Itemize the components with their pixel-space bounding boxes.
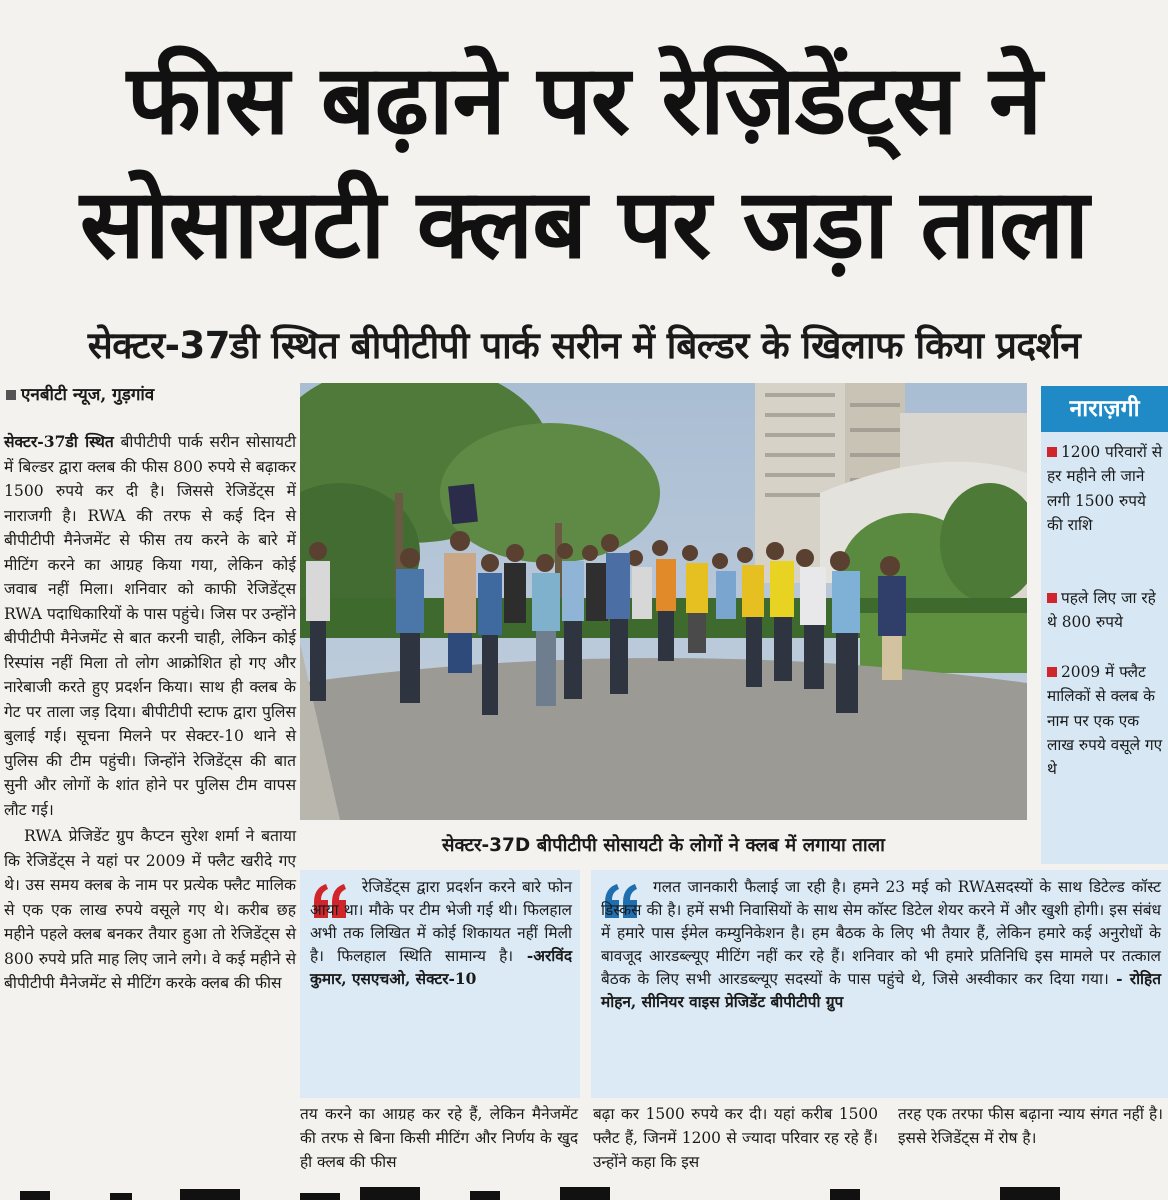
quote-attribution: -अरविंद कुमार, एसएचओ, सेक्टर-10	[310, 947, 572, 988]
sidebar-item-text: पहले लिए जा रहे थे 800 रुपये	[1047, 589, 1156, 632]
byline	[6, 382, 154, 405]
article-para-1-text: बीपीटीपी पार्क सरीन सोसायटी में बिल्डर द्वारा क्लब की फीस 800 रुपये से बढ़ाकर 1500 रुपये कर दी है। जिससे रेजिडेंट्स में नाराजगी है। RWA की तरफ से कई दिन से बीपीटीपी मैनेजमेंट से फीस तय करने के बारे में मीटिंग करने का आग्रह किया गया, लेकिन कोई जवाब नहीं मिला। शनिवार को काफी रेजिडेंट्स RWA पदाधिकारियों के पास पहुंचे। जिस पर उन्होंने बीपीटीपी मैनेजमेंट से बात करनी चाही, लेकिन कोई रिस्पांस नहीं मिला तो लोग आक्रोशित हो गए और नारेबाजी करते हुए प्रदर्शन किया। साथ ही क्लब के गेट पर ताला जड़ दिया। बीपीटीपी स्टाफ द्वारा पुलिस बुलाई गई। सूचना मिलने पर सेक्टर-10 थाने से पुलिस की टीम पहुंची। जिन्होंने रेजिडेंट्स की बात सुनी और लोगों के शांत होने पर पुलिस टीम वापस लौट गई।	[4, 433, 296, 819]
headline-line-2: सोसायटी क्लब पर जड़ा ताला	[79, 168, 1089, 280]
sidebar-box	[1041, 386, 1168, 864]
quote-text	[310, 876, 572, 991]
article-continuation-1: तय करने का आग्रह कर रहे हैं, लेकिन मैनेजमेंट की तरफ से बिना किसी मीटिंग और निर्णय के खुद ही क्लब की फीस	[300, 1105, 578, 1171]
article-para-1	[4, 430, 296, 822]
article-lead: सेक्टर-37डी स्थित	[4, 432, 114, 451]
sidebar-item	[1047, 660, 1165, 781]
article-para-2: RWA प्रेजिडेंट ग्रुप कैप्टन सुरेश शर्मा ने बताया कि रेजिडेंट्स ने यहां पर 2009 में फ्लैट खरीदे गए थे। उस समय क्लब के नाम पर प्रत्येक फ्लैट मालिक से एक एक लाख रुपये वसूले गए थे। करीब छह महीने पहले क्लब बनकर तैयार हुआ तो रेजिडेंट्स से 800 रुपये प्रति माह लिए जाने लगे। वे कई महीने से बीपीटीपी मैनेजमेंट से मीटिंग करके क्लब की फीस	[4, 827, 296, 992]
quote-text	[601, 876, 1161, 1014]
article-continuation-3: तरह एक तरफा फीस बढ़ाना न्याय संगत नहीं है। इससे रेजिडेंट्स में रोष है।	[898, 1105, 1163, 1147]
byline-marker-icon	[6, 390, 16, 400]
bullet-icon	[1047, 593, 1057, 603]
article-continuation-2: बढ़ा कर 1500 रुपये कर दी। यहां करीब 1500 फ्लैट हैं, जिनमें 1200 से ज्यादा परिवार रह रहे हैं। उन्होंने कहा कि इस	[593, 1105, 878, 1171]
quote-body: गलत जानकारी फैलाई जा रही है। हमने 23 मई को RWAसदस्यों के साथ डिटेल्ड कॉस्ट डिस्कस की है। हमें सभी निवासियों के साथ सेम कॉस्ट डिटेल शेयर करने में और खुशी होगी। इस संबंध में हमारे पास ईमेल कम्युनिकेशन है। हम बैठक के लिए भी तैयार हैं, लेकिन हमारे कई अनुरोधों के बावजूद आरडब्ल्यूए मीटिंग नहीं कर रहे हैं। शनिवार को भी हमारे प्रतिनिधि इस मामले पर तत्काल बैठक के लिए सभी आरडब्ल्यूए सदस्यों के पास पहुंचे थे, जिसे अस्वीकार कर दिया गया।	[601, 878, 1161, 988]
bullet-icon	[1047, 447, 1057, 457]
quote-box-bptp	[591, 870, 1168, 1098]
cropped-headline-decoration	[0, 1187, 1168, 1200]
news-photo	[300, 383, 1027, 820]
quote-attribution: - रोहित मोहन, सीनियर वाइस प्रेजिडेंट बीपीटीपी ग्रुप	[601, 970, 1161, 1011]
quote-body: रेजिडेंट्स द्वारा प्रदर्शन करने बारे फोन आया था। मौके पर टीम भेजी गई थी। फिलहाल अभी तक लिखित में कोई शिकायत नहीं मिली है। फिलहाल स्थिति सामान्य है।	[310, 878, 572, 965]
photo-caption: सेक्टर-37D बीपीटीपी सोसायटी के लोगों ने क्लब में लगाया ताला	[442, 835, 885, 856]
headline-line-1: फीस बढ़ाने पर रेज़िडेंट्स ने	[126, 44, 1042, 156]
byline-text: एनबीटी न्यूज, गुड़गांव	[21, 385, 155, 405]
bullet-icon	[1047, 667, 1057, 677]
sidebar-title: नाराज़गी	[1041, 386, 1168, 432]
article-left-column	[4, 430, 296, 998]
subheadline: सेक्टर-37डी स्थित बीपीटीपी पार्क सरीन में बिल्डर के खिलाफ किया प्रदर्शन	[87, 324, 1081, 367]
sidebar-item	[1047, 586, 1165, 635]
quote-box-sho	[300, 870, 580, 1098]
protest-photo-illustration	[300, 383, 1027, 820]
next-article-cropped-edge	[0, 1186, 1168, 1200]
sidebar-item-text: 1200 परिवारों से हर महीने ली जाने लगी 1500 रुपये की राशि	[1047, 443, 1163, 534]
sidebar-item	[1047, 440, 1165, 537]
sidebar-item-text: 2009 में फ्लैट मालिकों से क्लब के नाम पर एक एक लाख रुपये वसूले गए थे	[1047, 663, 1163, 779]
